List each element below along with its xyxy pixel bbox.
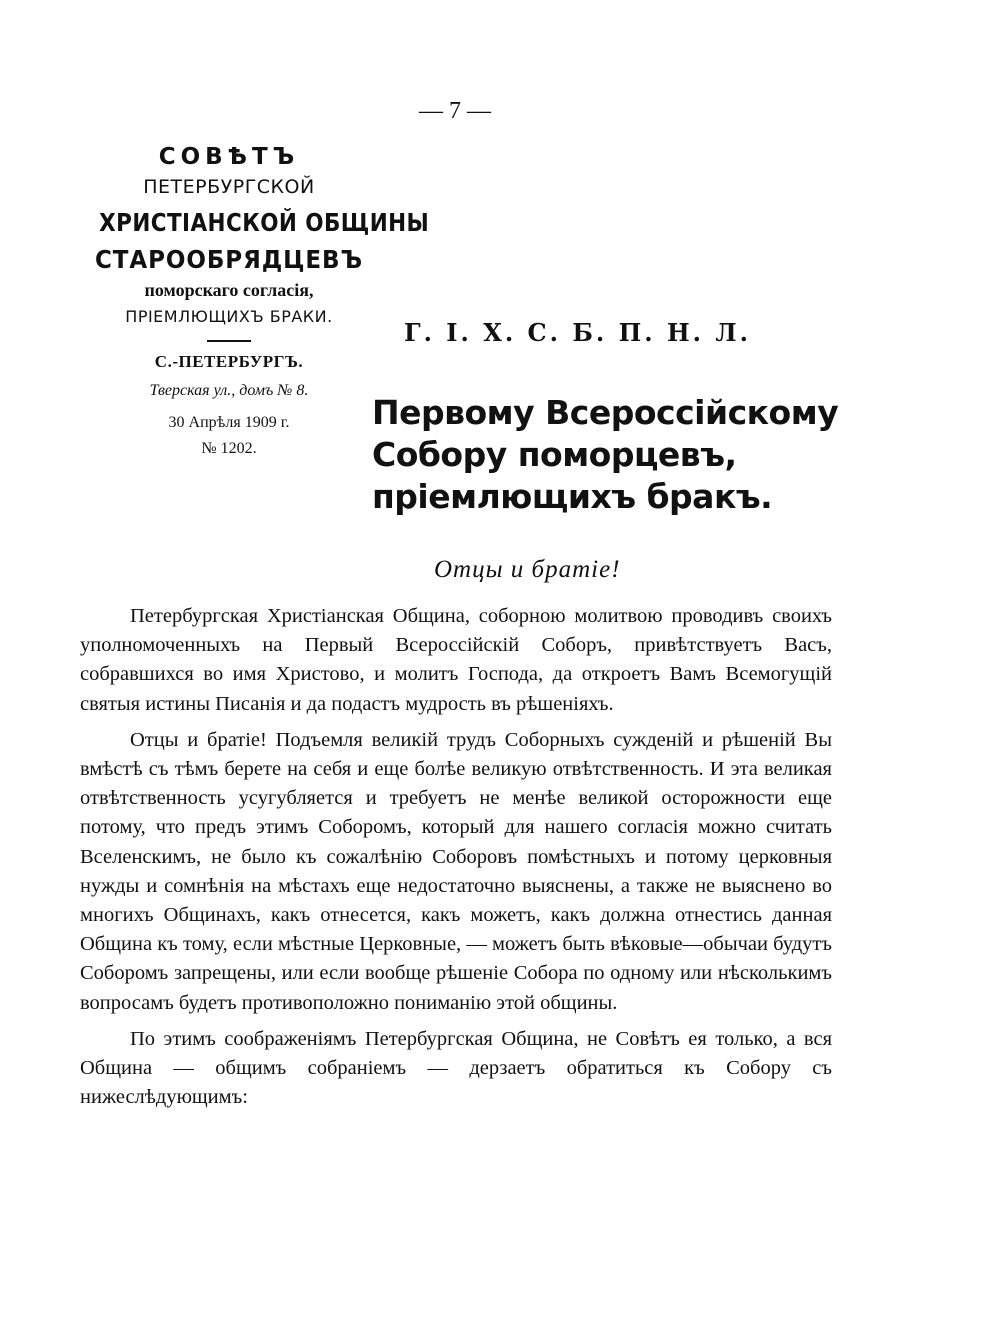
body-text xyxy=(80,602,832,1119)
letterhead-city: С.-ПЕТЕРБУРГЪ. xyxy=(154,352,304,371)
prayer-abbreviation: Г. І. Х. С. Б. П. Н. Л. xyxy=(404,318,751,347)
letterhead-council: СОВѢТЪ xyxy=(158,144,300,170)
letterhead-city-adjective: ПЕТЕРБУРГСКОЙ xyxy=(143,176,315,198)
letterhead xyxy=(78,138,430,458)
letterhead-marriage: ПРІЕМЛЮЩИХЪ БРАКИ. xyxy=(125,307,333,326)
letterhead-date: 30 Апрѣля 1909 г. xyxy=(168,414,290,431)
paragraph: Петербургская Христіанская Община, соборною молитвою проводивъ своихъ уполномоченныхъ на Первый Всероссійскій Соборъ, привѣтствуетъ Васъ, собравшихся во имя Христово, и молитъ Господа, да откроетъ Вамъ Всемогущій святыя истины Писанія и да подастъ мудрость въ рѣшеніяхъ. xyxy=(80,605,832,715)
letterhead-old-believers: СТАРООБРЯДЦЕВЪ xyxy=(94,245,363,274)
letterhead-address: Тверская ул., домъ № 8. xyxy=(149,382,309,399)
paragraph: По этимъ соображеніямъ Петербургская Община, не Совѣтъ ея только, а вся Община — общимъ собраніемъ — дерзаетъ обратиться къ Собору съ нижеслѣдующимъ: xyxy=(80,1027,832,1109)
letterhead-divider xyxy=(207,340,251,342)
letterhead-number: № 1202. xyxy=(201,440,257,457)
paragraph: Отцы и братіе! Подъемля великій трудъ Соборныхъ сужденій и рѣшеній Вы вмѣстѣ съ тѣмъ берете на себя и еще болѣе великую отвѣтственность. И эта великая отвѣтственность усугубляется и требуетъ не менѣе великой осторожности еще потому, что предъ этимъ Соборомъ, который для нашего согласія можно считать Вселенскимъ, не было къ сожалѣнію Соборовъ помѣстныхъ и потому церковныя нужды и сомнѣнія на мѣстахъ еще недостаточно выяснены, а также не выяснено во многихъ Общинахъ, какъ отнесется, какъ можетъ, какъ должна отнестись данная Община къ тому, если мѣстные Церковные, — можетъ быть вѣковые—обычаи будутъ Соборомъ запрещены, или если вообще рѣшеніе Собора по одному или нѣсколькимъ вопросамъ будетъ противоположно пониманію этой общины. xyxy=(80,728,832,1014)
salutation: Отцы и братіе! xyxy=(434,556,621,583)
page-number: — 7 — xyxy=(419,98,491,124)
letterhead-community: ХРИСТІАНСКОЙ ОБЩИНЫ xyxy=(99,208,430,237)
address-heading: Первому Всероссійскому Собору поморцевъ, пріемлющихъ бракъ. xyxy=(372,393,839,516)
letterhead-accord: поморскаго согласія, xyxy=(144,280,314,300)
